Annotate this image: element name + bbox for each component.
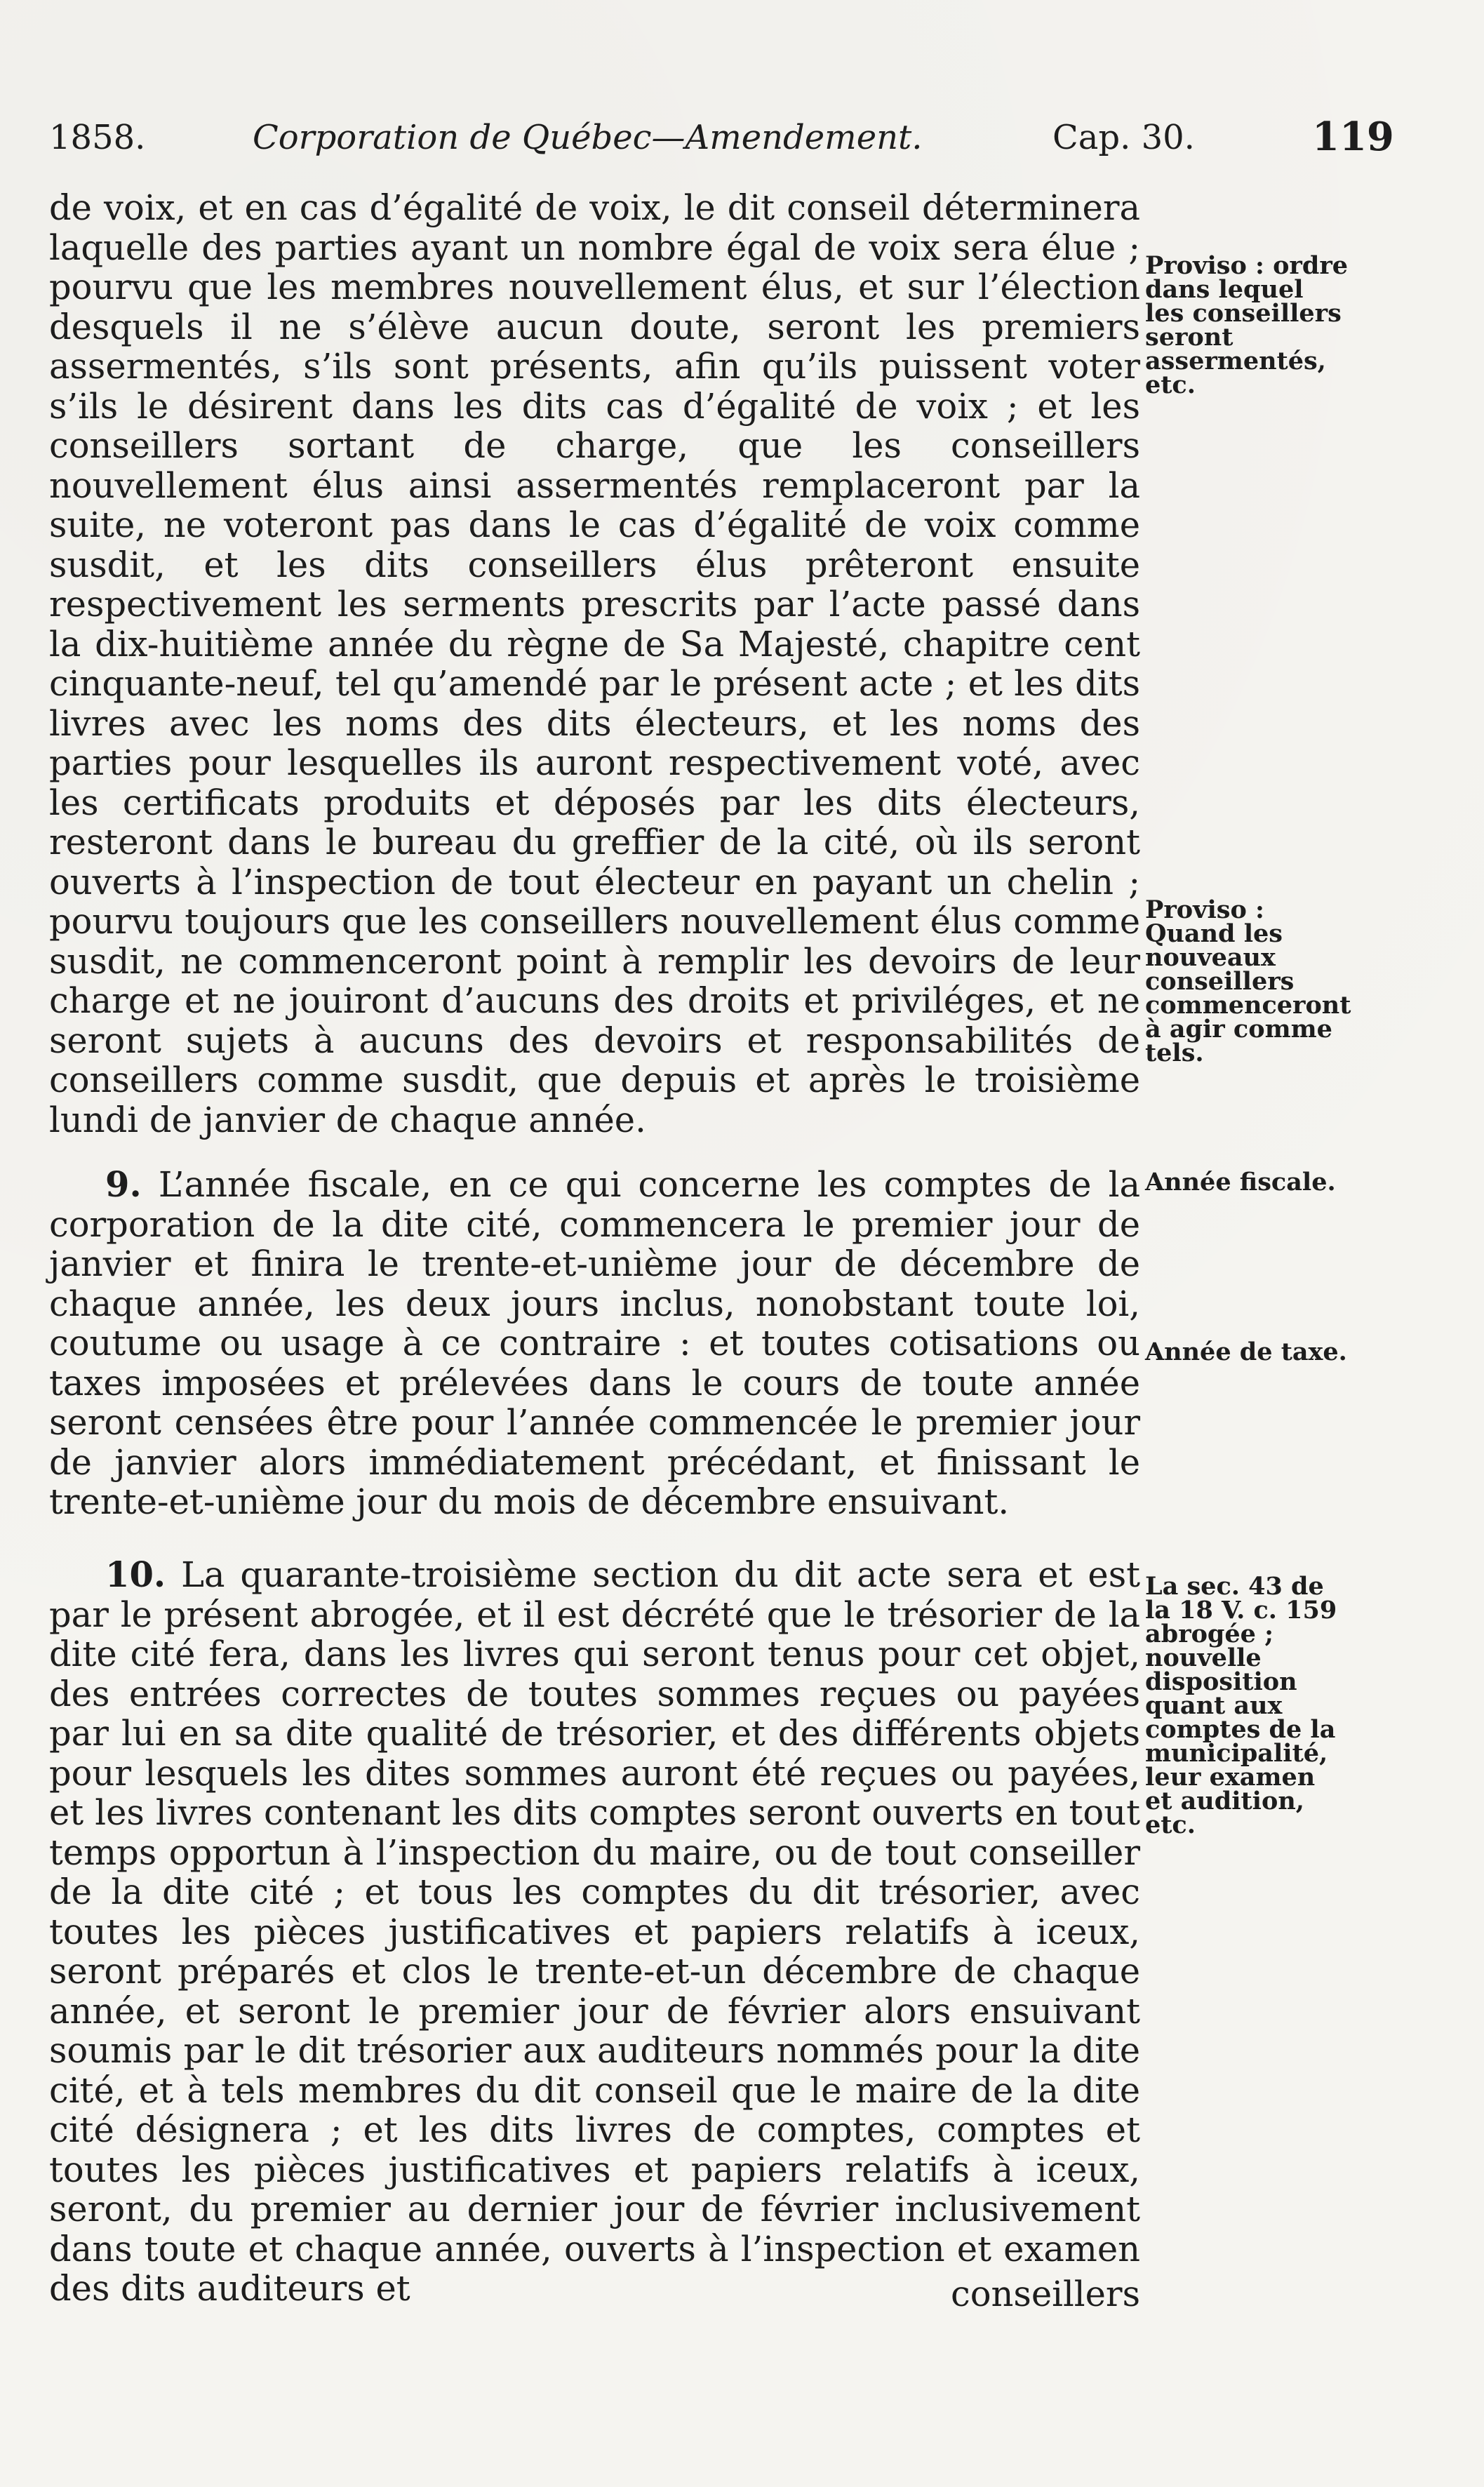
catchword: conseillers (951, 2274, 1140, 2314)
paragraph-number: 9. (105, 1164, 142, 1205)
page-number: 119 (1312, 114, 1394, 160)
marginal-note: Année de taxe. (1145, 1338, 1347, 1366)
marginal-note: Année fiscale. (1145, 1168, 1336, 1196)
header-year: 1858. (49, 118, 146, 157)
running-head (49, 114, 1394, 174)
paragraph-number: 10. (105, 1554, 166, 1595)
paragraph-continued (49, 188, 1140, 1140)
paragraph-text: La quarante-troisième section du dit acte sera et est par le présent abrogée, et il est décrété que le trésorier de la dite cité fera, dans les livres qui seront tenus pour cet objet, des entrées correctes de toutes sommes reçues ou payées par lui en sa dite qualité de trésorier, et des différents objets pour lesquels les dites sommes auront été reçues ou payées, et les livres contenant les dits comptes seront ouverts en tout temps opportun à l’inspection du maire, ou de tout conseiller de la dite cité ; et tous les comptes du dit trésorier, avec toutes les pièces justificatives et papiers relatifs à iceux, seront préparés et clos le trente-et-un décembre de chaque année, et seront le premier jour de février alors ensuivant soumis par le dit trésorier aux auditeurs nommés pour la dite cité, et à tels membres du dit conseil que le maire de la dite cité désignera ; et les dits livres de comptes, comptes et toutes les pièces justificatives et papiers relatifs à iceux, seront, du premier au dernier jour de février inclusivement dans toute et chaque année, ouverts à l’inspection et examen des dits auditeurs et (49, 1554, 1140, 2309)
header-chapter: Cap. 30. (1052, 118, 1195, 157)
marginal-note: Proviso : Quand les nouveaux conseillers commenceront à agir comme tels. (1145, 895, 1351, 1067)
paragraph-10 (49, 1555, 1140, 2309)
header-title: Corporation de Québec—Amendement. (253, 118, 923, 157)
paragraph-9 (49, 1165, 1140, 1522)
marginal-note: Proviso : ordre dans lequel les conseillers seront assermentés, etc. (1145, 251, 1349, 399)
marginal-note: La sec. 43 de la 18 V. c. 159 abrogée ; nouvelle disposition quant aux comptes de la municipalité, leur examen et audition, etc. (1145, 1572, 1337, 1839)
paragraph-text: de voix, et en cas d’égalité de voix, le dit conseil déterminera laquelle des parties ayant un nombre égal de voix sera élue ; pourvu que les membres nouvellement élus, et sur l’élection desquels il ne s’élève aucun doute, seront les premiers assermentés, s’ils sont présents, afin qu’ils puissent voter s’ils le désirent dans les dits cas d’égalité de voix ; et les conseillers sortant de charge, que les conseillers nouvellement élus ainsi assermentés remplaceront par la suite, ne voteront pas dans le cas d’égalité de voix comme susdit, et les dits conseillers élus prêteront ensuite respectivement les serments prescrits par l’acte passé dans la dix-huitième année du règne de Sa Majesté, chapitre cent cinquante-neuf, tel qu’amendé par le présent acte ; et les dits livres avec les noms des dits électeurs, et les noms des parties pour lesquelles ils auront respectivement voté, avec les certificats produits et déposés par les dits électeurs, resteront dans le bureau du greffier de la cité, où ils seront ouverts à l’inspection de tout électeur en payant un chelin ; pourvu toujours que les conseillers nouvellement élus comme susdit, ne commenceront point à remplir les devoirs de leur charge et ne jouiront d’aucuns des droits et priviléges, et ne seront sujets à aucuns des devoirs et responsabilités de conseillers comme susdit, que depuis et après le troisième lundi de janvier de chaque année. (49, 187, 1140, 1140)
paragraph-text: L’année fiscale, en ce qui concerne les comptes de la corporation de la dite cité, commencera le premier jour de janvier et finira le trente-et-unième jour de décembre de chaque année, les deux jours inclus, nonobstant toute loi, coutume ou usage à ce contraire : et toutes cotisations ou taxes imposées et prélevées dans le cours de toute année seront censées être pour l’année commencée le premier jour de janvier alors immédiatement précédant, et finissant le trente-et-unième jour du mois de décembre ensuivant. (49, 1164, 1140, 1522)
